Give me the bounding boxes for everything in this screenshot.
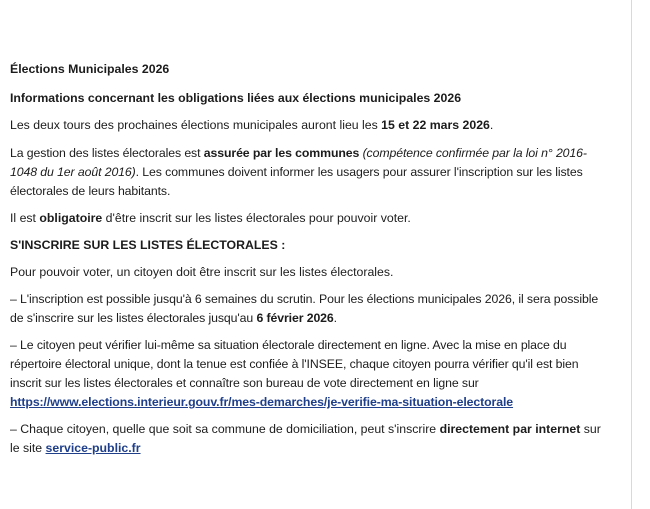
verify-bullet: [10, 336, 610, 412]
management-text: La gestion des listes électorales est: [10, 146, 204, 160]
deadline-bullet: [10, 290, 610, 328]
management-law-reference: (compétence confirmée par la loi n° 2016-1048 du 1er août 2016): [10, 146, 587, 179]
management-paragraph: [10, 144, 610, 201]
deadline-date: 6 février 2026: [256, 311, 334, 325]
intro-text: Les deux tours des prochaines élections municipales auront lieu les: [10, 118, 382, 132]
obligation-text: Il est: [10, 211, 40, 225]
election-dates: 15 et 22 mars 2026: [381, 118, 490, 132]
deadline-end: .: [333, 311, 337, 325]
obligation-paragraph: [10, 209, 610, 228]
management-bold: assurée par les communes: [203, 146, 360, 160]
register-bold: directement par internet: [439, 422, 581, 436]
management-end: . Les communes doivent informer les usagers pour assurer l'inscription sur les listes électorales de leurs habitants.: [10, 165, 583, 198]
document-body: [10, 60, 610, 458]
service-public-link[interactable]: service-public.fr: [45, 441, 141, 455]
requirement-paragraph: Pour pouvoir voter, un citoyen doit être inscrit sur les listes électorales.: [10, 265, 394, 279]
intro-paragraph: [10, 116, 610, 135]
verify-link[interactable]: https://www.elections.interieur.gouv.fr/mes-demarches/je-verifie-ma-situation-electorale: [10, 395, 514, 409]
document-title: Élections Municipales 2026: [10, 62, 170, 76]
section-heading: S'INSCRIRE SUR LES LISTES ÉLECTORALES :: [10, 238, 286, 252]
register-bullet: [10, 420, 610, 458]
document-subtitle: Informations concernant les obligations liées aux élections municipales 2026: [10, 91, 462, 105]
deadline-text: – L'inscription est possible jusqu'à 6 semaines du scrutin. Pour les élections municipales 2026, il sera possible de s'inscrire sur les listes électorales jusqu'au: [10, 292, 599, 325]
obligation-end: d'être inscrit sur les listes électorales pour pouvoir voter.: [102, 211, 411, 225]
register-text: – Chaque citoyen, quelle que soit sa commune de domiciliation, peut s'inscrire: [10, 422, 440, 436]
scan-edge: [631, 0, 632, 509]
verify-text: – Le citoyen peut vérifier lui-même sa situation électorale directement en ligne. Avec la mise en place du répertoire électoral unique, dont la tenue est confiée à l'INSEE, chaque citoyen pourra vérifier qu'il est bien inscrit sur les listes électorales et connaître son bureau de vote directement en ligne sur: [10, 338, 579, 390]
intro-end: .: [489, 118, 494, 132]
register-middle: sur le site: [10, 422, 601, 455]
obligation-bold: obligatoire: [39, 211, 103, 225]
